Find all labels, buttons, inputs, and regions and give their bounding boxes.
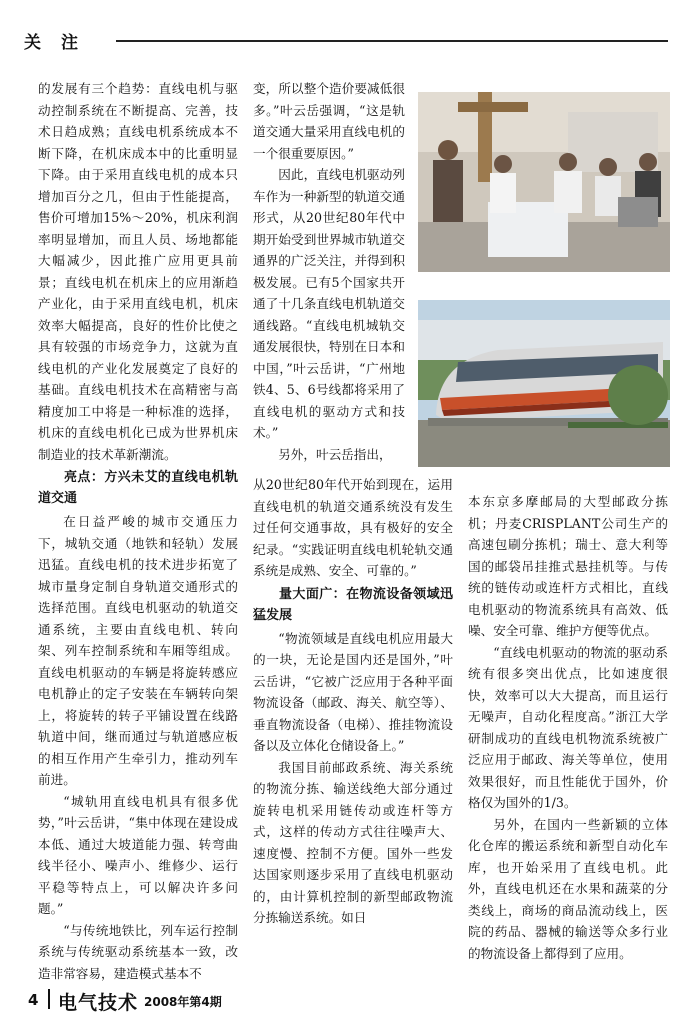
paragraph: 我国目前邮政系统、海关系统的物流分拣、输送线绝大部分通过旋转电机采用链传动或连杆等方式，这样的传动方式往往噪声大、速度慢、控制不方便。国外一些发达国家则逐步采用了直线电机驱动的，由计算机控制的新型邮政物流分拣输送系统。如日: [253, 759, 453, 925]
column-3: [468, 491, 668, 964]
lab-visit-photo: [418, 92, 670, 272]
paragraph: 另外，叶云岳指出，: [278, 446, 392, 462]
paragraph: 另外，在国内一些新颖的立体化仓库的搬运系统和新型自动化车库，也开始采用了直线电机。此外，直线电机还在水果和蔬菜的分类线上，商场的商品流动线上，医院的药品、器械的输送等众多行业的物流设备上都得到了应用。: [468, 816, 668, 961]
paragraph: “物流领域是直线电机应用最大的一块，无论是国内还是国外，”叶云岳讲，“它被广泛应用于各种平面物流设备（邮政、海关、航空等）、垂直物流设备（电梯）、推挂物流设备以及立体化仓储设备上。”: [253, 630, 453, 753]
column-2-lower: [253, 474, 453, 929]
maglev-train-photo: [418, 300, 670, 467]
paragraph: “城轨用直线电机具有很多优势，”叶云岳讲，“集中体现在建设成本低、通过大坡道能力强、转弯曲线半径小、噪声小、维修少、运行平稳等特点上，可以解决许多问题。”: [38, 793, 238, 916]
paragraph: 从20世纪80年代开始到现在，运用直线电机的轨道交通系统没有发生过任何交通事故，具有极好的安全纪录。“实践证明直线电机轮轨交通系统是成熟、安全、可靠的。”: [253, 477, 453, 578]
footer-separator: [48, 989, 50, 1009]
column-2: [253, 78, 405, 465]
header-rule: [116, 40, 668, 42]
maglev-train-illustration: [418, 300, 670, 467]
column-1: [38, 78, 238, 984]
page-footer: [24, 985, 669, 1014]
paragraph: 在日益严峻的城市交通压力下，城轨交通（地铁和轻轨）发展迅猛。直线电机的技术进步拓宽了城市量身定制自身轨道交通形式的选择范围。直线电机驱动的轨道交通系统，主要由直线电机、转向架、列车控制系统和车厢等组成。直线电机驱动的车辆是将旋转感应电机静止的定子安装在车辆转向架上，将旋转的转子平铺设置在线路轨道中间，继而通过与轨道感应板的相互作用产生牵引力，推动列车前进。: [38, 514, 238, 787]
section-heading: 量大面广：在物流设备领域迅猛发展: [253, 586, 453, 623]
magazine-name: 电气技术: [58, 992, 139, 1014]
section-label: 关注: [24, 33, 98, 53]
paragraph: “与传统地铁比，列车运行控制系统与传统驱动系统基本一致，改造非常容易，建造模式基本不: [38, 922, 238, 981]
paragraph: 的发展有三个趋势：直线电机与驱动控制系统在不断提高、完善，技术日趋成熟；直线电机系统成本不断下降，在机床成本中的比重明显下降。由于采用直线电机的成本只增加百分之几，但由于性能提高，售价可增加15%～20%，机床利润率明显增加，而且人员、场地都能大幅减少，因此推广应用更具前景；直线电机在机床上的应用渐趋产业化，由于采用直线电机，机床效率大幅提高，良好的性价比使之具有较强的市场竞争力，这就为直线电机的产业化发展奠定了良好的基础。直线电机技术在高精密与高精度加工中将是一种标准的选择，机床的直线电机化已成为世界机床制造业的技术革新潮流。: [38, 81, 238, 462]
paragraph: “直线电机驱动的物流的驱动系统有很多突出优点，比如速度很快，效率可以大大提高，而且运行无噪声，自动化程度高。”浙江大学研制成功的直线电机物流系统被广泛应用于邮政、海关等单位，使用效果很好，而且性能优于国外，价格仅为国外的1/3。: [468, 644, 668, 810]
section-heading: 亮点：方兴未艾的直线电机轨道交通: [38, 470, 238, 506]
lab-visit-illustration: [418, 92, 670, 272]
paragraph: 变，所以整个造价要减低很多。”叶云岳强调，“这是轨道交通大量采用直线电机的一个很重要原因。”: [253, 81, 405, 161]
page-header: [24, 28, 669, 52]
paragraph: 因此，直线电机驱动列车作为一种新型的轨道交通形式，从20世纪80年代中期开始受到世界城市轨道交通界的广泛关注，并得到积极发展。已有5个国家共开通了十几条直线电机轨道交通线路。“直线电机城轨交通发展很快，特别在日本和中国，”叶云岳讲，“广州地铁4、5、6号线都将采用了直线电机的驱动方式和技术。”: [253, 167, 405, 440]
issue-label: 2008年第4期: [144, 995, 222, 1009]
page-number: 4: [28, 991, 39, 1009]
paragraph: 本东京多摩邮局的大型邮政分拣机；丹麦CRISPLANT公司生产的高速包刷分拣机；瑞士、意大利等国的邮袋吊挂推式悬挂机等。与传统的链传动或连杆方式相比，直线电机驱动的物流系统具有高效、低噪、安全可靠、维护方便等优点。: [468, 494, 668, 638]
